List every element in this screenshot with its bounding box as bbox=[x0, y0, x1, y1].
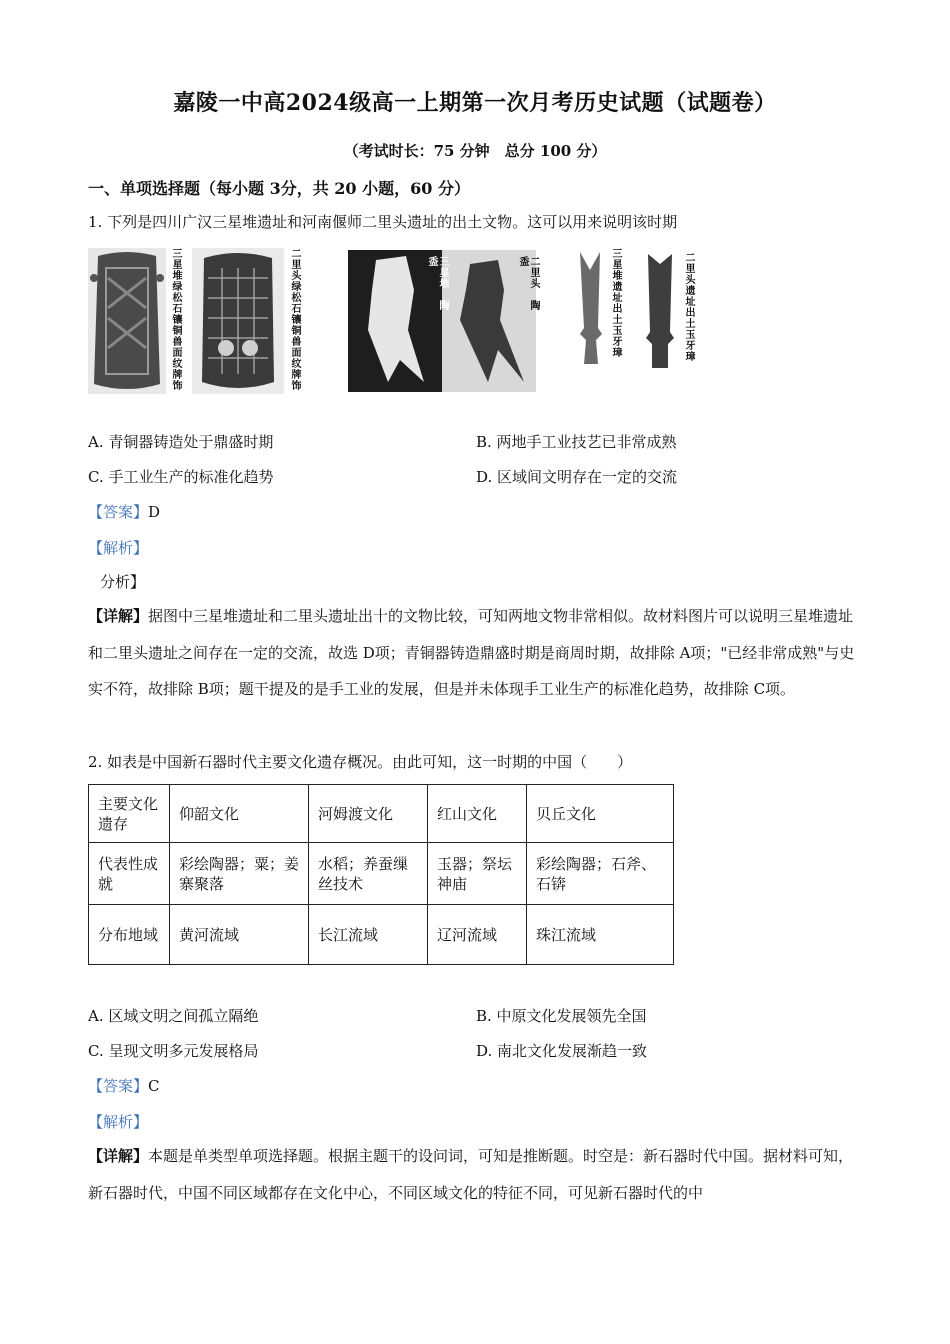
q2-option-b: B. 中原文化发展领先全国 bbox=[476, 1007, 647, 1025]
table-cell: 仰韶文化 bbox=[170, 785, 309, 843]
culture-table bbox=[88, 784, 674, 965]
table-cell: 玉器；祭坛神庙 bbox=[428, 843, 527, 905]
table-cell: 河姆渡文化 bbox=[309, 785, 428, 843]
table-cell: 辽河流域 bbox=[428, 905, 527, 965]
q2-option-c: C. 呈现文明多元发展格局 bbox=[88, 1042, 259, 1060]
q1-detail: 【详解】据图中三星堆遗址和二里头遗址出十的文物比较，可知两地文物非常相似。故材料图片可以说明三星堆遗址和二里头遗址之间存在一定的交流，故选 D项；青铜器铸造鼎盛时期是商周时期，故排除 A项；"已经非常成熟"与史实不符，故排除 B项；题干提及的是手工业的发展，但是并未体现手工业生产的标准化趋势，故排除 C项。 bbox=[88, 607, 855, 698]
q1-analysis-sub: 分析】 bbox=[100, 573, 146, 591]
label-he-sanxingdui: 三星堆 陶盉 bbox=[426, 256, 448, 311]
artifact-yazhang-erlitou bbox=[640, 248, 680, 374]
table-cell: 贝丘文化 bbox=[527, 785, 674, 843]
q1-stem: 1. 下列是四川广汉三星堆遗址和河南偃师二里头遗址的出土文物。这可以用来说明该时期 bbox=[88, 213, 678, 231]
q2-stem: 2. 如表是中国新石器时代主要文化遗存概况。由此可知，这一时期的中国（ ） bbox=[88, 753, 633, 771]
table-row bbox=[89, 785, 674, 843]
exam-info: （考试时长：75 分钟 总分 100 分） bbox=[343, 142, 607, 160]
table-cell: 主要文化遗存 bbox=[89, 785, 170, 843]
artifact-yazhang-sanxingdui bbox=[570, 248, 610, 368]
q1-option-b: B. 两地手工业技艺已非常成熟 bbox=[476, 433, 677, 451]
page-title: 嘉陵一中高2024级高一上期第一次月考历史试题（试题卷） bbox=[173, 90, 777, 116]
label-he-erlitou: 二里头 陶盉 bbox=[517, 256, 539, 311]
q2-analysis-tag: 【解析】 bbox=[88, 1113, 149, 1131]
label-yazhang-erlitou: 二里头遗址出土玉牙璋 bbox=[683, 252, 694, 362]
table-row bbox=[89, 843, 674, 905]
table-cell: 彩绘陶器；石斧、石锛 bbox=[527, 843, 674, 905]
label-plaque-erlitou: 二里头绿松石镶铜兽面纹牌饰 bbox=[289, 248, 300, 391]
table-cell: 珠江流域 bbox=[527, 905, 674, 965]
q2-option-d: D. 南北文化发展渐趋一致 bbox=[476, 1042, 648, 1060]
q1-option-d: D. 区域间文明存在一定的交流 bbox=[476, 468, 678, 486]
table-cell: 长江流域 bbox=[309, 905, 428, 965]
section-heading: 一、单项选择题（每小题 3分，共 20 小题，60 分） bbox=[88, 179, 470, 198]
table-cell: 黄河流域 bbox=[170, 905, 309, 965]
q1-analysis-tag: 【解析】 bbox=[88, 539, 149, 557]
artifact-plaque-erlitou bbox=[192, 248, 284, 394]
table-cell: 红山文化 bbox=[428, 785, 527, 843]
q2-option-a: A. 区域文明之间孤立隔绝 bbox=[88, 1007, 259, 1025]
table-cell: 彩绘陶器；粟；姜寨聚落 bbox=[170, 843, 309, 905]
artifact-plaque-sanxingdui bbox=[88, 248, 166, 394]
q1-option-a: A. 青铜器铸造处于鼎盛时期 bbox=[88, 433, 274, 451]
table-row bbox=[89, 905, 674, 965]
table-cell: 分布地域 bbox=[89, 905, 170, 965]
label-plaque-sanxingdui: 三星堆绿松石镶铜兽面纹牌饰 bbox=[170, 248, 181, 391]
table-cell: 水稻；养蚕缫丝技术 bbox=[309, 843, 428, 905]
q2-answer: 【答案】C bbox=[88, 1077, 160, 1095]
label-yazhang-sanxingdui: 三星堆遗址出土玉牙璋 bbox=[610, 248, 621, 358]
table-cell: 代表性成就 bbox=[89, 843, 170, 905]
q1-answer: 【答案】D bbox=[88, 503, 161, 521]
q1-option-c: C. 手工业生产的标准化趋势 bbox=[88, 468, 274, 486]
q2-detail: 【详解】本题是单类型单项选择题。根据主题干的设问词，可知是推断题。时空是：新石器时代中国。据材料可知，新石器时代，中国不同区域都存在文化中心，不同区域文化的特征不同，可见新石器时代的中 bbox=[88, 1147, 854, 1202]
